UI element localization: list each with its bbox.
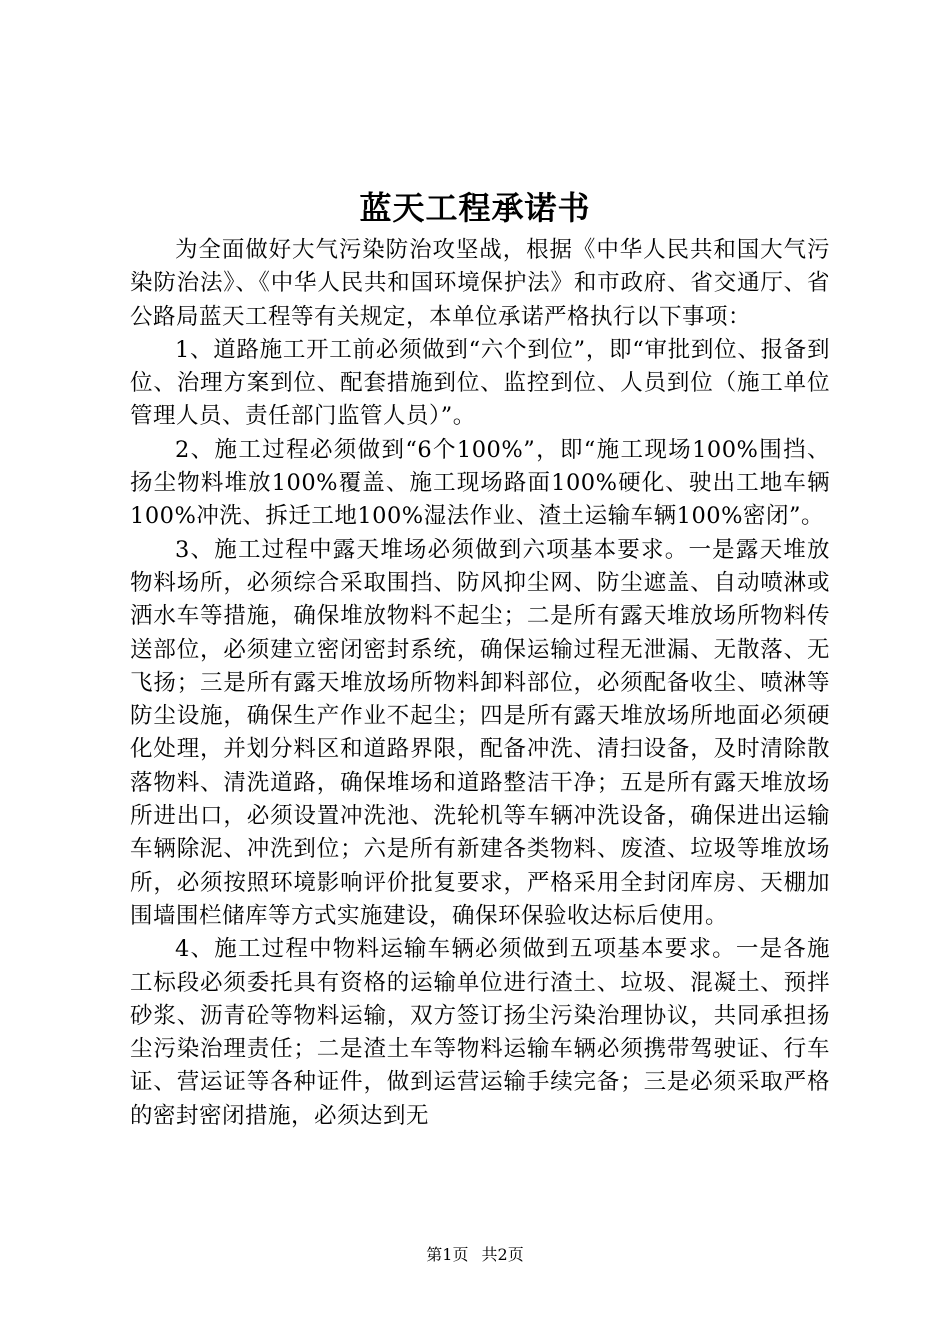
paragraph-intro: 为全面做好大气污染防治攻坚战，根据《中华人民共和国大气污染防治法》、《中华人民共和国环境保护法》和市政府、省交通厅、省公路局蓝天工程等有关规定，本单位承诺严格执行以下事项： [130, 237, 830, 330]
page-total: 共2页 [481, 1245, 524, 1264]
paragraph-item-3: 3、施工过程中露天堆场必须做到六项基本要求。一是露天堆放物料场所，必须综合采取围挡、防风抑尘网、防尘遮盖、自动喷淋或洒水车等措施，确保堆放物料不起尘；二是所有露天堆放场所物料传送部位，必须建立密闭密封系统，确保运输过程无泄漏、无散落、无飞扬；三是所有露天堆放场所物料卸料部位，必须配备收尘、喷淋等防尘设施，确保生产作业不起尘；四是所有露天堆放场所地面必须硬化处理，并划分料区和道路界限，配备冲洗、清扫设备，及时清除散落物料、清洗道路，确保堆场和道路整洁干净；五是所有露天堆放场所进出口，必须设置冲洗池、洗轮机等车辆冲洗设备，确保进出运输车辆除泥、冲洗到位；六是所有新建各类物料、废渣、垃圾等堆放场所，必须按照环境影响评价批复要求，严格采用全封闭库房、天棚加围墙围栏储库等方式实施建设，确保环保验收达标后使用。 [130, 536, 830, 929]
document-body [130, 234, 830, 1133]
paragraph-item-1: 1、道路施工开工前必须做到“六个到位”，即“审批到位、报备到位、治理方案到位、配套措施到位、监控到位、人员到位（施工单位管理人员、责任部门监管人员）”。 [130, 336, 830, 430]
page-number: 第1页 [426, 1245, 469, 1264]
paragraph-item-4: 4、施工过程中物料运输车辆必须做到五项基本要求。一是各施工标段必须委托具有资格的运输单位进行渣土、垃圾、混凝土、预拌砂浆、沥青砼等物料运输，双方签订扬尘污染治理协议，共同承担扬尘污染治理责任；二是渣土车等物料运输车辆必须携带驾驶证、行车证、营运证等各种证件，做到运营运输手续完备；三是必须采取严格的密封密闭措施，必须达到无 [130, 936, 830, 1129]
paragraph-item-2: 2、施工过程必须做到“6个100%”，即“施工现场100%围挡、扬尘物料堆放100%覆盖、施工现场路面100%硬化、驶出工地车辆100%冲洗、拆迁工地100%湿法作业、渣土运输车辆100%密闭”。 [130, 436, 830, 530]
document-title: 蓝天工程承诺书 [359, 189, 591, 227]
page-footer [0, 1244, 950, 1266]
